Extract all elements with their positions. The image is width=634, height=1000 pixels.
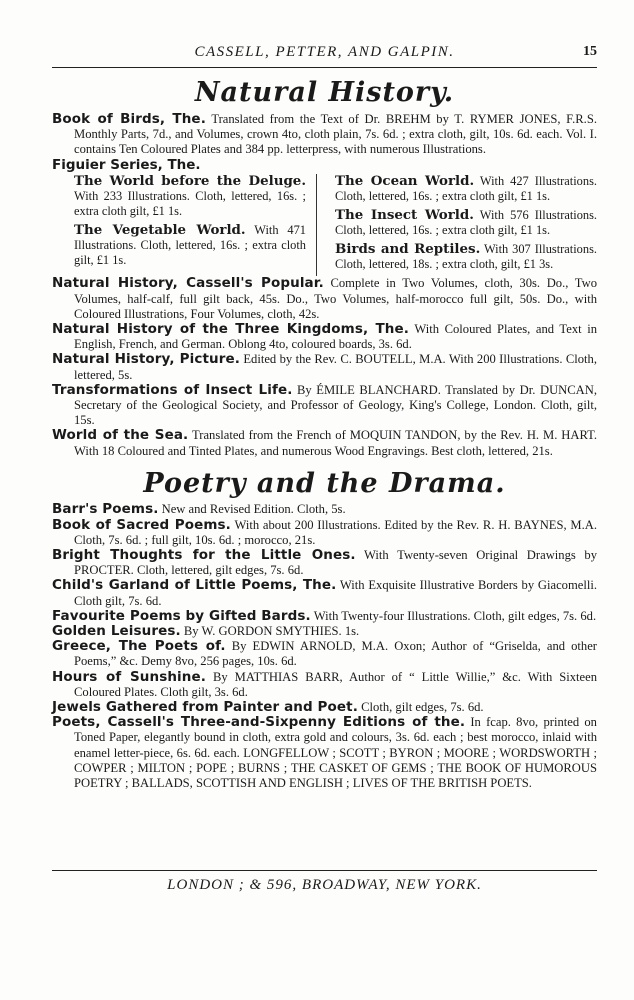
entry-head: Natural History, Picture. bbox=[52, 351, 240, 368]
entry-text: In fcap. 8vo, printed on Toned Paper, elegantly bound in cloth, extra gold and colours, 3s. 6d. each ; best morocco, inlaid with enamel letter-piece, 6s. 6d. each. LONGFELLOW ; SCOTT ; BYRON ; MOORE ; WORDSWORTH ; COWPER ; MILTON ; POPE ; BURNS ; THE CASKET OF GEMS ; THE BOOK OF HUMOROUS POETRY ; BALLADS, SCOTTISH AND ENGLISH ; LIVES OF THE BRITISH POETS. bbox=[74, 715, 597, 791]
entry-text: By ÉMILE BLANCHARD. Translated by Dr. DUNCAN, Secretary of the Geological Society, and Professor of Geology, King's College, London. Cloth, gilt, 15s. bbox=[74, 382, 597, 428]
entry-text: With Exquisite Illustrative Borders by Giacomelli. Cloth gilt, 7s. 6d. bbox=[74, 578, 597, 608]
entry-text: Translated from the French of MOQUIN TANDON, by the Rev. H. M. HART. With 18 Coloured and Tinted Plates, and numerous Wood Engravings. Best cloth, lettered, 21s. bbox=[74, 428, 598, 458]
entry-head: Poets, Cassell's Three-and-Sixpenny Editions of the. bbox=[52, 714, 466, 731]
entry-head: Book of Birds, The. bbox=[52, 110, 206, 127]
entry-text: With Twenty-four Illustrations. Cloth, gilt edges, 7s. 6d. bbox=[313, 608, 597, 623]
item-head: The Vegetable World. bbox=[74, 222, 246, 239]
entry-head: Jewels Gathered from Painter and Poet. bbox=[52, 699, 358, 716]
entry-head: Natural History of the Three Kingdoms, The. bbox=[52, 320, 409, 337]
figuier-item bbox=[335, 174, 597, 204]
entry-book-of-birds bbox=[52, 112, 597, 158]
catalogue-entry bbox=[52, 624, 597, 639]
catalogue-entry bbox=[52, 700, 597, 715]
item-head: The World before the Deluge. bbox=[74, 173, 306, 190]
figuier-item bbox=[335, 208, 597, 238]
running-head bbox=[52, 44, 597, 68]
catalogue-entry bbox=[52, 548, 597, 578]
entry-text: Cloth, gilt edges, 7s. 6d. bbox=[361, 700, 484, 715]
item-text: With 233 Illustrations. Cloth, lettered, 16s. ; extra cloth gilt, £1 1s. bbox=[74, 189, 306, 219]
catalogue-entry bbox=[52, 352, 597, 382]
figuier-item bbox=[335, 242, 597, 272]
entry-head: Child's Garland of Little Poems, The. bbox=[52, 577, 337, 594]
figuier-item bbox=[74, 223, 306, 268]
entry-head: Natural History, Cassell's Popular. bbox=[52, 275, 324, 292]
catalogue-entry bbox=[52, 502, 597, 517]
entry-head: Golden Leisures. bbox=[52, 623, 181, 640]
figuier-left-column bbox=[52, 174, 317, 276]
item-text: With 427 Illustrations. Cloth, lettered, 16s. ; extra cloth gilt, £1 1s. bbox=[335, 174, 597, 204]
entry-head: Barr's Poems. bbox=[52, 501, 159, 518]
catalogue-entry bbox=[52, 715, 597, 791]
entry-text: With about 200 Illustrations. Edited by the Rev. R. H. BAYNES, M.A. Cloth, 7s. 6d. ; full gilt, 10s. 6d. ; morocco, 21s. bbox=[74, 517, 597, 547]
footer-imprint: LONDON ; & 596, BROADWAY, NEW YORK. bbox=[52, 870, 597, 894]
catalogue-entry bbox=[52, 276, 597, 322]
entry-head: Greece, The Poets of. bbox=[52, 638, 226, 655]
entry-text: By W. GORDON SMYTHIES. 1s. bbox=[183, 624, 360, 639]
catalogue-entry bbox=[52, 639, 597, 669]
catalogue-entry bbox=[52, 578, 597, 608]
figuier-series-columns bbox=[52, 174, 597, 276]
item-text: With 576 Illustrations. Cloth, lettered, 16s. ; extra cloth gilt, £1 1s. bbox=[335, 208, 598, 238]
entry-text: With Twenty-seven Original Drawings by PROCTER. Cloth, lettered, gilt edges, 7s. 6d. bbox=[74, 548, 598, 578]
entry-head: Hours of Sunshine. bbox=[52, 668, 206, 685]
entry-head: World of the Sea. bbox=[52, 427, 189, 444]
natural-history-title: Natural History. bbox=[194, 77, 455, 108]
entry-text: With Coloured Plates, and Text in English, French, and German. Oblong 4to, coloured boards, 3s. 6d. bbox=[74, 321, 597, 352]
entry-head: Book of Sacred Poems. bbox=[52, 516, 231, 533]
figuier-right-column bbox=[317, 174, 597, 276]
entry-text: By MATTHIAS BARR, Author of “ Little Willie,” &c. With Sixteen Coloured Plates. Cloth gilt, 3s. 6d. bbox=[74, 669, 597, 699]
entry-text: Translated from the Text of Dr. BREHM by T. RYMER JONES, F.R.S. Monthly Parts, 7d., and Volumes, crown 4to, cloth plain, 7s. 6d. ; extra cloth, gilt, 10s. 6d. each. Vol. I. contains Ten Coloured Plates and 384 pp. letterpress, with numerous Illustrations. bbox=[74, 111, 597, 157]
item-text: With 307 Illustrations. Cloth, lettered, 18s. ; extra cloth, gilt, £1 3s. bbox=[335, 242, 597, 272]
entry-head: Bright Thoughts for the Little Ones. bbox=[52, 547, 356, 564]
catalogue-entry bbox=[52, 428, 597, 458]
page-number: 15 bbox=[583, 44, 597, 59]
entry-text: Complete in Two Volumes, cloth, 30s. Do., Two Volumes, half-calf, full gilt back, 45s. Do., Two Volumes, half-morocco full gilt, 50s. Do., with Coloured Illustrations, Four Volumes, cloth, 42s. bbox=[74, 276, 597, 321]
entry-text: By EDWIN ARNOLD, M.A. Oxon; Author of “Griselda, and other Poems,” &c. Demy 8vo, 256 pages, 10s. 6d. bbox=[74, 639, 597, 669]
item-head: The Insect World. bbox=[335, 207, 474, 224]
catalogue-entry bbox=[52, 609, 597, 624]
item-head: The Ocean World. bbox=[335, 173, 475, 190]
page bbox=[52, 44, 597, 791]
entry-head: Favourite Poems by Gifted Bards. bbox=[52, 607, 311, 624]
item-head: Birds and Reptiles. bbox=[335, 241, 481, 258]
poetry-drama-title: Poetry and the Drama. bbox=[143, 467, 506, 499]
figuier-item bbox=[74, 174, 306, 219]
item-text: With 471 Illustrations. Cloth, lettered, 16s. ; extra cloth gilt, £1 1s. bbox=[74, 223, 307, 268]
catalogue-entry bbox=[52, 383, 597, 429]
entry-text: Edited by the Rev. C. BOUTELL, M.A. With 200 Illustrations. Cloth, lettered, 5s. bbox=[74, 352, 597, 382]
catalogue-entry bbox=[52, 322, 597, 352]
entry-head: Transformations of Insect Life. bbox=[52, 381, 293, 398]
catalogue-entry bbox=[52, 518, 597, 548]
catalogue-entry bbox=[52, 670, 597, 700]
publisher-name: CASSELL, PETTER, AND GALPIN. bbox=[194, 44, 455, 60]
figuier-series-head: Figuier Series, The. bbox=[52, 157, 201, 174]
entry-text: New and Revised Edition. Cloth, 5s. bbox=[161, 502, 346, 517]
